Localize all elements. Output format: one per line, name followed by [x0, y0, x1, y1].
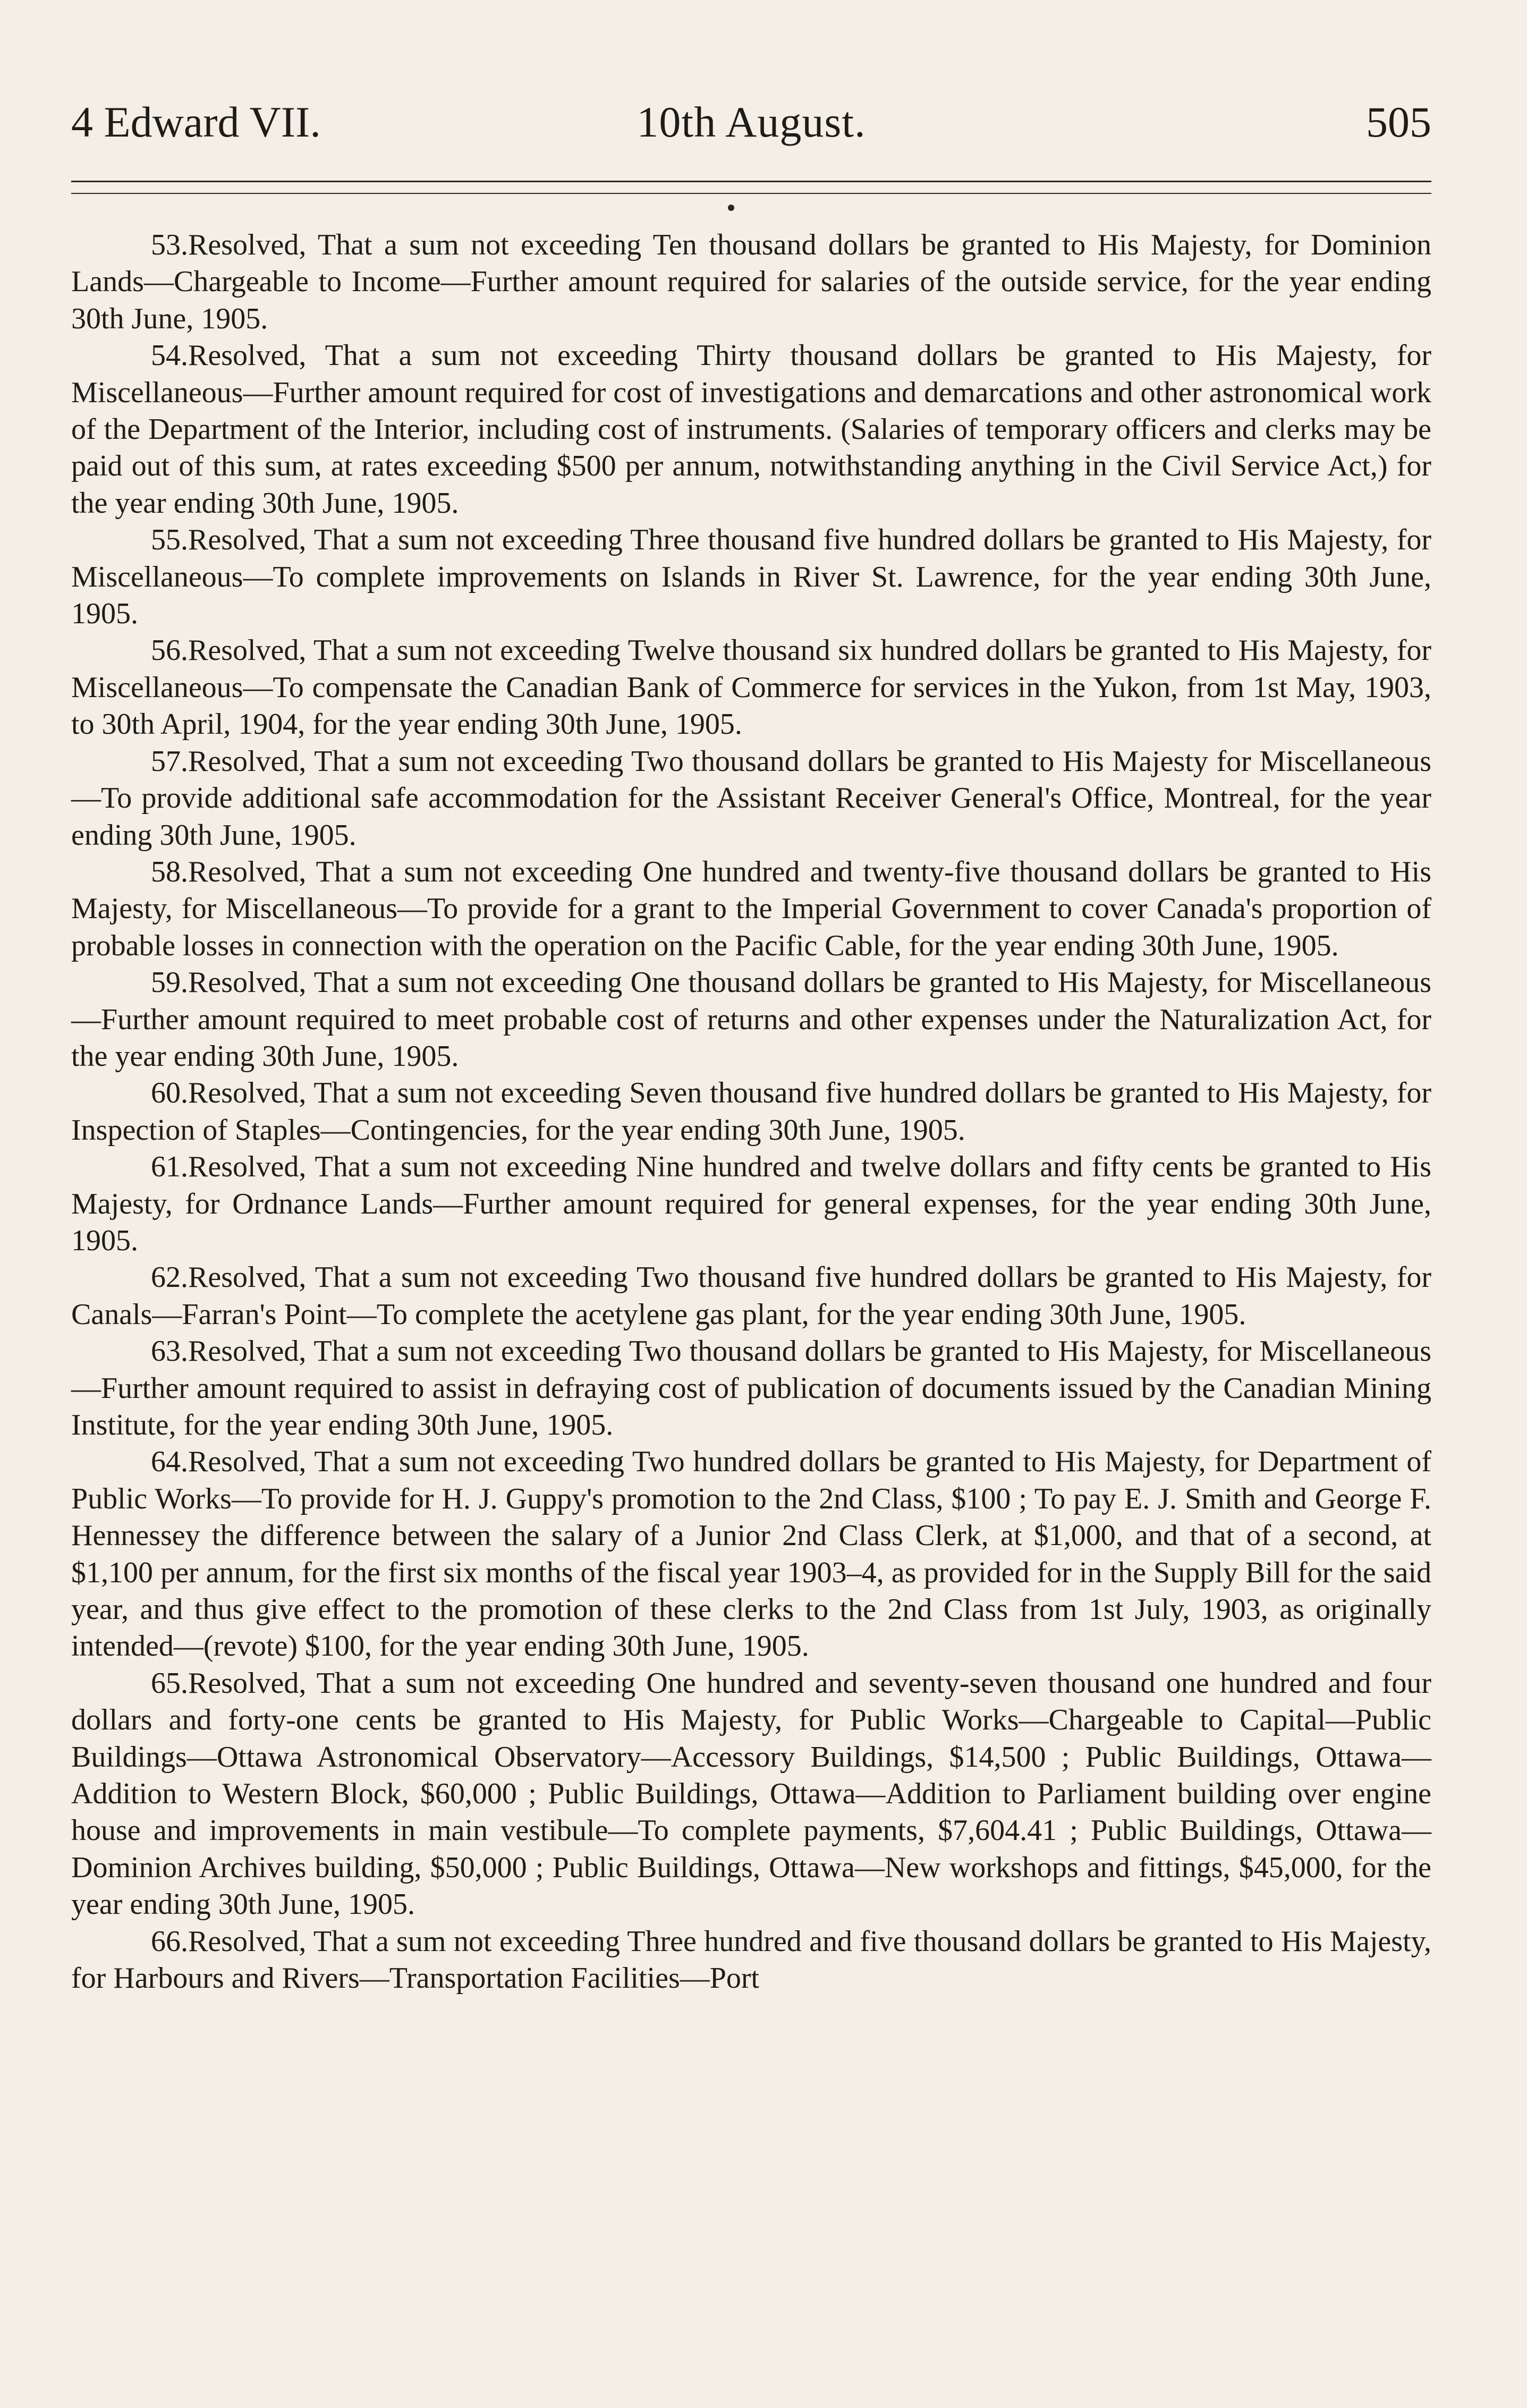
resolution-paragraph: [71, 964, 1431, 1075]
resolution-text: Resolved, That a sum not exceeding Nine hundred and twelve dollars and fifty cents be granted to His Majesty, for Ordnance Lands—Further amount required for general expenses, for the year ending 30th June, 1905.: [71, 1150, 1431, 1257]
resolution-paragraph: [71, 1333, 1431, 1444]
resolution-number: 61.: [151, 1150, 188, 1184]
resolution-number: 65.: [151, 1666, 188, 1700]
resolution-number: 64.: [151, 1445, 188, 1479]
resolution-text: Resolved, That a sum not exceeding Ten thousand dollars be granted to His Majesty, for Dominion Lands—Chargeable to Income—Further amount required for salaries of the outside service, for the year ending 30th June, 1905.: [71, 228, 1431, 335]
resolution-paragraph: [71, 522, 1431, 632]
header-rule-top: [71, 181, 1431, 182]
resolution-paragraph: [71, 1923, 1431, 1997]
resolution-number: 53.: [151, 228, 188, 261]
resolution-paragraph: [71, 743, 1431, 854]
resolution-paragraph: [71, 1075, 1431, 1149]
resolution-text: Resolved, That a sum not exceeding Three hundred and five thousand dollars be granted to His Majesty, for Harbours and Rivers—Transportation Facilities—Port: [71, 1924, 1431, 1995]
resolution-number: 58.: [151, 855, 188, 888]
resolution-text: Resolved, That a sum not exceeding Two thousand five hundred dollars be granted to His Majesty, for Canals—Farran's Point—To complete the acetylene gas plant, for the year ending 30th June, 1905.: [71, 1261, 1431, 1331]
header-rule-bottom: [71, 193, 1431, 194]
resolution-number: 60.: [151, 1076, 188, 1110]
resolution-paragraph: [71, 854, 1431, 964]
resolutions-list: [71, 227, 1431, 1997]
resolution-text: Resolved, That a sum not exceeding Two thousand dollars be granted to His Majesty, for Miscellaneous—Further amount required to assist in defraying cost of publication of documents issued by the Canadian Mining Institute, for the year ending 30th June, 1905.: [71, 1335, 1431, 1442]
resolution-paragraph: [71, 227, 1431, 337]
resolution-number: 57.: [151, 744, 188, 778]
resolution-number: 62.: [151, 1261, 188, 1294]
regnal-year: 4 Edward VII.: [71, 98, 321, 146]
resolution-text: Resolved, That a sum not exceeding One hundred and seventy-seven thousand one hundred and four dollars and forty-one cents be granted to His Majesty, for Public Works—Chargeable to Capital—Public Buildings—Ottawa Astronomical Observatory—Accessory Buildings, $14,500 ; Public Buildings, Ottawa—Addition to Western Block, $60,000 ; Public Buildings, Ottawa—Addition to Parliament building over engine house and improvements in main vestibule—To complete payments, $7,604.41 ; Public Buildings, Ottawa—Dominion Archives building, $50,000 ; Public Buildings, Ottawa—New workshops and fittings, $45,000, for the year ending 30th June, 1905.: [71, 1666, 1431, 1921]
date-heading: 10th August.: [637, 98, 866, 146]
running-header: [71, 90, 1431, 154]
resolution-text: Resolved, That a sum not exceeding One hundred and twenty-five thousand dollars be granted to His Majesty, for Miscellaneous—To provide for a grant to the Imperial Government to cover Canada's proportion of probable losses in connection with the operation on the Pacific Cable, for the year ending 30th June, 1905.: [71, 855, 1431, 962]
rule-ornament: [728, 205, 734, 211]
resolution-text: Resolved, That a sum not exceeding Two hundred dollars be granted to His Majesty, for Department of Public Works—To provide for H. J. Guppy's promotion to the 2nd Class, $100 ; To pay E. J. Smith and George F. Hennessey the difference between the salary of a Junior 2nd Class Clerk, at $1,000, and that of a second, at $1,100 per annum, for the first six months of the fiscal year 1903–4, as provided for in the Supply Bill for the said year, and thus give effect to the promotion of these clerks to the 2nd Class from 1st July, 1903, as originally intended—(revote) $100, for the year ending 30th June, 1905.: [71, 1445, 1431, 1663]
resolution-number: 56.: [151, 634, 188, 667]
resolution-number: 63.: [151, 1335, 188, 1368]
resolution-text: Resolved, That a sum not exceeding Two thousand dollars be granted to His Majesty for Miscellaneous—To provide additional safe accommodation for the Assistant Receiver General's Office, Montreal, for the year ending 30th June, 1905.: [71, 744, 1431, 852]
resolution-paragraph: [71, 632, 1431, 743]
resolution-text: Resolved, That a sum not exceeding One thousand dollars be granted to His Majesty, for Miscellaneous—Further amount required to meet probable cost of returns and other expenses under the Naturalization Act, for the year ending 30th June, 1905.: [71, 966, 1431, 1073]
resolution-number: 59.: [151, 966, 188, 999]
resolution-text: Resolved, That a sum not exceeding Seven thousand five hundred dollars be granted to His Majesty, for Inspection of Staples—Contingencies, for the year ending 30th June, 1905.: [71, 1076, 1431, 1147]
resolution-paragraph: [71, 1149, 1431, 1259]
resolution-text: Resolved, That a sum not exceeding Twelve thousand six hundred dollars be granted to His Majesty, for Miscellaneous—To compensate the Canadian Bank of Commerce for services in the Yukon, from 1st May, 1903, to 30th April, 1904, for the year ending 30th June, 1905.: [71, 634, 1431, 741]
resolution-paragraph: [71, 1259, 1431, 1333]
page-number: 505: [1366, 98, 1431, 146]
resolution-text: Resolved, That a sum not exceeding Three thousand five hundred dollars be granted to His Majesty, for Miscellaneous—To complete improvements on Islands in River St. Lawrence, for the year ending 30th June, 1905.: [71, 523, 1431, 631]
resolution-number: 66.: [151, 1924, 188, 1958]
resolution-number: 55.: [151, 523, 188, 557]
resolution-paragraph: [71, 1444, 1431, 1665]
resolution-paragraph: [71, 1665, 1431, 1923]
resolution-paragraph: [71, 337, 1431, 522]
resolution-number: 54.: [151, 339, 188, 372]
resolution-text: Resolved, That a sum not exceeding Thirty thousand dollars be granted to His Majesty, for Miscellaneous—Further amount required for cost of investigations and demarcations and other astronomical work of the Department of the Interior, including cost of instruments. (Salaries of temporary officers and clerks may be paid out of this sum, at rates exceeding $500 per annum, notwithstanding anything in the Civil Service Act,) for the year ending 30th June, 1905.: [71, 339, 1431, 520]
